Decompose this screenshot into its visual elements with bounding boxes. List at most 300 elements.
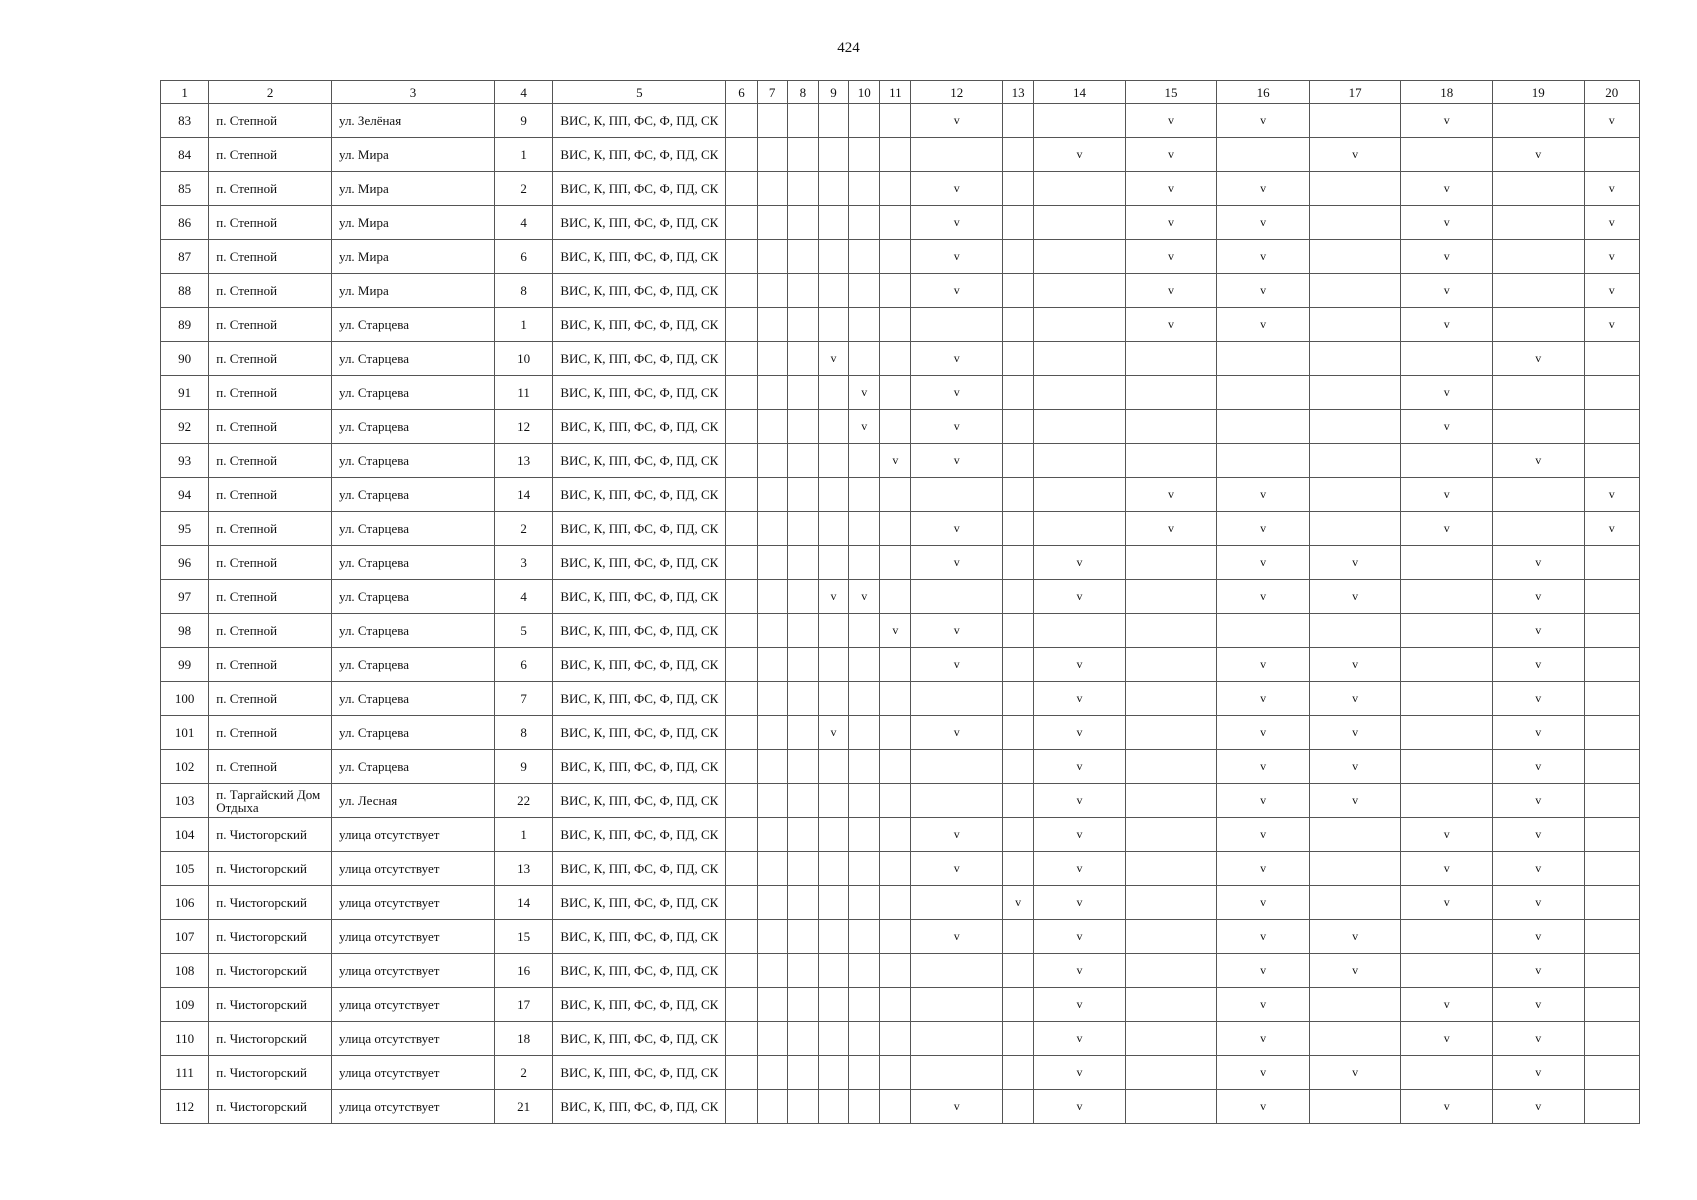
- house-number-cell: 8: [495, 716, 553, 750]
- empty-cell: [726, 1056, 757, 1090]
- table-row: [161, 308, 1640, 342]
- check-mark-cell: v: [1492, 886, 1584, 920]
- empty-cell: [1034, 410, 1126, 444]
- street-cell: ул. Зелёная: [332, 104, 495, 138]
- empty-cell: [849, 512, 880, 546]
- street-cell: ул. Мира: [332, 240, 495, 274]
- table-row: [161, 1056, 1640, 1090]
- object-types-cell: ВИС, К, ПП, ФС, Ф, ПД, СК: [553, 988, 726, 1022]
- empty-cell: [787, 376, 818, 410]
- check-mark-cell: v: [1492, 138, 1584, 172]
- object-types-cell: ВИС, К, ПП, ФС, Ф, ПД, СК: [553, 138, 726, 172]
- empty-cell: [787, 1090, 818, 1124]
- empty-cell: [1217, 138, 1310, 172]
- empty-cell: [1125, 444, 1217, 478]
- empty-cell: [787, 852, 818, 886]
- check-mark-cell: v: [1217, 818, 1310, 852]
- page-number: 424: [837, 40, 860, 56]
- empty-cell: [1309, 342, 1401, 376]
- empty-cell: [818, 750, 848, 784]
- table-row: [161, 546, 1640, 580]
- empty-cell: [757, 920, 787, 954]
- object-types-cell: ВИС, К, ПП, ФС, Ф, ПД, СК: [553, 546, 726, 580]
- empty-cell: [818, 138, 848, 172]
- empty-cell: [1492, 478, 1584, 512]
- check-mark-cell: v: [911, 172, 1003, 206]
- empty-cell: [1003, 750, 1034, 784]
- empty-cell: [1125, 852, 1217, 886]
- empty-cell: [787, 750, 818, 784]
- empty-cell: [1492, 240, 1584, 274]
- row-number-cell: 83: [161, 104, 209, 138]
- row-number-cell: 88: [161, 274, 209, 308]
- empty-cell: [787, 954, 818, 988]
- empty-cell: [787, 308, 818, 342]
- empty-cell: [818, 1090, 848, 1124]
- check-mark-cell: v: [1125, 172, 1217, 206]
- check-mark-cell: v: [1492, 546, 1584, 580]
- empty-cell: [1584, 1022, 1639, 1056]
- empty-cell: [1003, 614, 1034, 648]
- row-number-cell: 101: [161, 716, 209, 750]
- empty-cell: [880, 920, 911, 954]
- street-cell: ул. Старцева: [332, 716, 495, 750]
- empty-cell: [849, 954, 880, 988]
- empty-cell: [757, 410, 787, 444]
- check-mark-cell: v: [1401, 240, 1493, 274]
- settlement-cell: п. Степной: [209, 376, 332, 410]
- empty-cell: [726, 342, 757, 376]
- empty-cell: [1034, 342, 1126, 376]
- house-number-cell: 2: [495, 1056, 553, 1090]
- house-number-cell: 7: [495, 682, 553, 716]
- empty-cell: [1401, 546, 1493, 580]
- empty-cell: [787, 1056, 818, 1090]
- check-mark-cell: v: [880, 444, 911, 478]
- empty-cell: [818, 206, 848, 240]
- street-cell: улица отсутствует: [332, 954, 495, 988]
- empty-cell: [880, 1056, 911, 1090]
- settlement-cell: п. Степной: [209, 614, 332, 648]
- empty-cell: [1584, 818, 1639, 852]
- empty-cell: [1401, 1056, 1493, 1090]
- row-number-cell: 97: [161, 580, 209, 614]
- empty-cell: [1003, 716, 1034, 750]
- empty-cell: [1584, 886, 1639, 920]
- empty-cell: [1309, 1022, 1401, 1056]
- row-number-cell: 93: [161, 444, 209, 478]
- table-row: [161, 716, 1640, 750]
- empty-cell: [849, 206, 880, 240]
- house-number-cell: 18: [495, 1022, 553, 1056]
- row-number-cell: 84: [161, 138, 209, 172]
- check-mark-cell: v: [1401, 376, 1493, 410]
- empty-cell: [1003, 342, 1034, 376]
- object-types-cell: ВИС, К, ПП, ФС, Ф, ПД, СК: [553, 376, 726, 410]
- empty-cell: [818, 988, 848, 1022]
- empty-cell: [1125, 648, 1217, 682]
- empty-cell: [1125, 750, 1217, 784]
- check-mark-cell: v: [1217, 988, 1310, 1022]
- empty-cell: [1125, 376, 1217, 410]
- empty-cell: [726, 206, 757, 240]
- empty-cell: [726, 682, 757, 716]
- empty-cell: [1309, 614, 1401, 648]
- house-number-cell: 17: [495, 988, 553, 1022]
- check-mark-cell: v: [1584, 240, 1639, 274]
- empty-cell: [880, 784, 911, 818]
- empty-cell: [1309, 172, 1401, 206]
- settlement-cell: п. Степной: [209, 648, 332, 682]
- empty-cell: [818, 1056, 848, 1090]
- column-number: 13: [1003, 81, 1034, 104]
- check-mark-cell: v: [1492, 852, 1584, 886]
- check-mark-cell: v: [1217, 852, 1310, 886]
- house-number-cell: 21: [495, 1090, 553, 1124]
- check-mark-cell: v: [1309, 546, 1401, 580]
- empty-cell: [880, 1090, 911, 1124]
- empty-cell: [1003, 682, 1034, 716]
- check-mark-cell: v: [1034, 954, 1126, 988]
- empty-cell: [1003, 546, 1034, 580]
- settlement-cell: п. Чистогорский: [209, 886, 332, 920]
- check-mark-cell: v: [1034, 886, 1126, 920]
- column-number: 7: [757, 81, 787, 104]
- empty-cell: [1309, 478, 1401, 512]
- empty-cell: [787, 886, 818, 920]
- check-mark-cell: v: [1401, 104, 1493, 138]
- column-number: 15: [1125, 81, 1217, 104]
- row-number-cell: 94: [161, 478, 209, 512]
- column-number: 10: [849, 81, 880, 104]
- table-row: [161, 682, 1640, 716]
- empty-cell: [880, 172, 911, 206]
- empty-cell: [1401, 716, 1493, 750]
- empty-cell: [1492, 206, 1584, 240]
- check-mark-cell: v: [1034, 716, 1126, 750]
- house-number-cell: 1: [495, 138, 553, 172]
- empty-cell: [1003, 1022, 1034, 1056]
- empty-cell: [1584, 546, 1639, 580]
- check-mark-cell: v: [911, 240, 1003, 274]
- empty-cell: [849, 104, 880, 138]
- check-mark-cell: v: [1401, 206, 1493, 240]
- check-mark-cell: v: [1034, 138, 1126, 172]
- empty-cell: [849, 1090, 880, 1124]
- check-mark-cell: v: [911, 614, 1003, 648]
- house-number-cell: 1: [495, 308, 553, 342]
- street-cell: ул. Старцева: [332, 308, 495, 342]
- column-number: 5: [553, 81, 726, 104]
- settlement-cell: п. Степной: [209, 444, 332, 478]
- street-cell: ул. Старцева: [332, 682, 495, 716]
- object-types-cell: ВИС, К, ПП, ФС, Ф, ПД, СК: [553, 648, 726, 682]
- check-mark-cell: v: [1125, 138, 1217, 172]
- empty-cell: [726, 138, 757, 172]
- check-mark-cell: v: [1492, 1090, 1584, 1124]
- object-types-cell: ВИС, К, ПП, ФС, Ф, ПД, СК: [553, 818, 726, 852]
- table-row: [161, 852, 1640, 886]
- empty-cell: [818, 410, 848, 444]
- object-types-cell: ВИС, К, ПП, ФС, Ф, ПД, СК: [553, 512, 726, 546]
- empty-cell: [1003, 852, 1034, 886]
- table-row: [161, 648, 1640, 682]
- empty-cell: [726, 818, 757, 852]
- empty-cell: [1003, 1090, 1034, 1124]
- empty-cell: [1492, 274, 1584, 308]
- empty-cell: [1003, 104, 1034, 138]
- street-cell: ул. Мира: [332, 138, 495, 172]
- check-mark-cell: v: [1217, 1090, 1310, 1124]
- empty-cell: [880, 410, 911, 444]
- object-types-cell: ВИС, К, ПП, ФС, Ф, ПД, СК: [553, 104, 726, 138]
- empty-cell: [1309, 240, 1401, 274]
- empty-cell: [787, 1022, 818, 1056]
- empty-cell: [787, 648, 818, 682]
- house-number-cell: 4: [495, 206, 553, 240]
- empty-cell: [757, 988, 787, 1022]
- house-number-cell: 5: [495, 614, 553, 648]
- empty-cell: [1584, 138, 1639, 172]
- settlement-cell: п. Степной: [209, 104, 332, 138]
- settlement-cell: п. Степной: [209, 546, 332, 580]
- check-mark-cell: v: [1401, 410, 1493, 444]
- empty-cell: [1217, 614, 1310, 648]
- check-mark-cell: v: [1217, 104, 1310, 138]
- empty-cell: [757, 1090, 787, 1124]
- empty-cell: [1125, 342, 1217, 376]
- empty-cell: [880, 954, 911, 988]
- settlement-cell: п. Чистогорский: [209, 852, 332, 886]
- empty-cell: [818, 648, 848, 682]
- empty-cell: [1003, 444, 1034, 478]
- table-row: [161, 1090, 1640, 1124]
- check-mark-cell: v: [1217, 648, 1310, 682]
- row-number-cell: 96: [161, 546, 209, 580]
- empty-cell: [818, 954, 848, 988]
- empty-cell: [1003, 308, 1034, 342]
- check-mark-cell: v: [1034, 988, 1126, 1022]
- empty-cell: [911, 478, 1003, 512]
- empty-cell: [1492, 512, 1584, 546]
- empty-cell: [849, 920, 880, 954]
- empty-cell: [787, 342, 818, 376]
- empty-cell: [1217, 376, 1310, 410]
- check-mark-cell: v: [1217, 274, 1310, 308]
- street-cell: ул. Старцева: [332, 478, 495, 512]
- object-types-cell: ВИС, К, ПП, ФС, Ф, ПД, СК: [553, 478, 726, 512]
- check-mark-cell: v: [818, 580, 848, 614]
- check-mark-cell: v: [1034, 818, 1126, 852]
- empty-cell: [757, 716, 787, 750]
- empty-cell: [818, 784, 848, 818]
- empty-cell: [726, 376, 757, 410]
- check-mark-cell: v: [1492, 444, 1584, 478]
- empty-cell: [1492, 104, 1584, 138]
- empty-cell: [911, 138, 1003, 172]
- check-mark-cell: v: [1034, 750, 1126, 784]
- check-mark-cell: v: [1492, 716, 1584, 750]
- row-number-cell: 112: [161, 1090, 209, 1124]
- empty-cell: [757, 1056, 787, 1090]
- object-types-cell: ВИС, К, ПП, ФС, Ф, ПД, СК: [553, 716, 726, 750]
- empty-cell: [818, 682, 848, 716]
- empty-cell: [787, 682, 818, 716]
- empty-cell: [880, 376, 911, 410]
- house-number-cell: 14: [495, 886, 553, 920]
- empty-cell: [849, 546, 880, 580]
- empty-cell: [757, 546, 787, 580]
- empty-cell: [1584, 682, 1639, 716]
- empty-cell: [726, 920, 757, 954]
- object-types-cell: ВИС, К, ПП, ФС, Ф, ПД, СК: [553, 1022, 726, 1056]
- empty-cell: [880, 750, 911, 784]
- empty-cell: [1003, 954, 1034, 988]
- table-row: [161, 1022, 1640, 1056]
- empty-cell: [1309, 818, 1401, 852]
- empty-cell: [1125, 988, 1217, 1022]
- empty-cell: [818, 852, 848, 886]
- street-cell: улица отсутствует: [332, 1056, 495, 1090]
- house-number-cell: 12: [495, 410, 553, 444]
- column-number-row: [161, 81, 1640, 104]
- empty-cell: [818, 920, 848, 954]
- column-number: 8: [787, 81, 818, 104]
- empty-cell: [1125, 614, 1217, 648]
- empty-cell: [1584, 614, 1639, 648]
- row-number-cell: 90: [161, 342, 209, 376]
- empty-cell: [726, 274, 757, 308]
- empty-cell: [787, 274, 818, 308]
- empty-cell: [726, 614, 757, 648]
- empty-cell: [1034, 376, 1126, 410]
- check-mark-cell: v: [911, 410, 1003, 444]
- object-types-cell: ВИС, К, ПП, ФС, Ф, ПД, СК: [553, 342, 726, 376]
- empty-cell: [1584, 954, 1639, 988]
- empty-cell: [1309, 444, 1401, 478]
- empty-cell: [1003, 818, 1034, 852]
- empty-cell: [818, 1022, 848, 1056]
- empty-cell: [1401, 648, 1493, 682]
- street-cell: ул. Мира: [332, 172, 495, 206]
- empty-cell: [849, 308, 880, 342]
- table-row: [161, 512, 1640, 546]
- street-cell: ул. Старцева: [332, 410, 495, 444]
- street-cell: улица отсутствует: [332, 852, 495, 886]
- empty-cell: [1492, 376, 1584, 410]
- settlement-cell: п. Чистогорский: [209, 1022, 332, 1056]
- check-mark-cell: v: [1034, 852, 1126, 886]
- house-number-cell: 8: [495, 274, 553, 308]
- check-mark-cell: v: [1217, 206, 1310, 240]
- check-mark-cell: v: [1034, 784, 1126, 818]
- empty-cell: [1584, 852, 1639, 886]
- empty-cell: [880, 478, 911, 512]
- house-number-cell: 3: [495, 546, 553, 580]
- empty-cell: [1003, 784, 1034, 818]
- check-mark-cell: v: [1217, 750, 1310, 784]
- empty-cell: [1003, 410, 1034, 444]
- row-number-cell: 107: [161, 920, 209, 954]
- empty-cell: [1003, 138, 1034, 172]
- check-mark-cell: v: [911, 444, 1003, 478]
- row-number-cell: 105: [161, 852, 209, 886]
- empty-cell: [880, 138, 911, 172]
- empty-cell: [1034, 172, 1126, 206]
- empty-cell: [1034, 274, 1126, 308]
- column-number: 1: [161, 81, 209, 104]
- check-mark-cell: v: [1125, 206, 1217, 240]
- object-types-cell: ВИС, К, ПП, ФС, Ф, ПД, СК: [553, 750, 726, 784]
- empty-cell: [787, 614, 818, 648]
- house-number-cell: 2: [495, 172, 553, 206]
- empty-cell: [880, 852, 911, 886]
- settlement-cell: п. Степной: [209, 240, 332, 274]
- empty-cell: [757, 886, 787, 920]
- empty-cell: [787, 444, 818, 478]
- empty-cell: [757, 240, 787, 274]
- check-mark-cell: v: [1401, 852, 1493, 886]
- empty-cell: [726, 104, 757, 138]
- empty-cell: [849, 784, 880, 818]
- empty-cell: [911, 750, 1003, 784]
- empty-cell: [849, 614, 880, 648]
- check-mark-cell: v: [849, 580, 880, 614]
- empty-cell: [1309, 852, 1401, 886]
- empty-cell: [1125, 886, 1217, 920]
- empty-cell: [1003, 512, 1034, 546]
- empty-cell: [1401, 954, 1493, 988]
- check-mark-cell: v: [1309, 784, 1401, 818]
- empty-cell: [818, 478, 848, 512]
- house-number-cell: 4: [495, 580, 553, 614]
- empty-cell: [849, 240, 880, 274]
- empty-cell: [1003, 478, 1034, 512]
- check-mark-cell: v: [818, 716, 848, 750]
- check-mark-cell: v: [911, 648, 1003, 682]
- house-number-cell: 11: [495, 376, 553, 410]
- row-number-cell: 92: [161, 410, 209, 444]
- column-number: 3: [332, 81, 495, 104]
- empty-cell: [849, 444, 880, 478]
- empty-cell: [849, 818, 880, 852]
- check-mark-cell: v: [1309, 920, 1401, 954]
- empty-cell: [757, 818, 787, 852]
- empty-cell: [1125, 1022, 1217, 1056]
- empty-cell: [1401, 750, 1493, 784]
- empty-cell: [1125, 682, 1217, 716]
- table-row: [161, 138, 1640, 172]
- check-mark-cell: v: [1492, 342, 1584, 376]
- empty-cell: [849, 750, 880, 784]
- empty-cell: [1125, 1090, 1217, 1124]
- empty-cell: [849, 682, 880, 716]
- check-mark-cell: v: [1401, 274, 1493, 308]
- empty-cell: [849, 716, 880, 750]
- empty-cell: [726, 240, 757, 274]
- empty-cell: [849, 886, 880, 920]
- empty-cell: [1125, 784, 1217, 818]
- empty-cell: [1125, 410, 1217, 444]
- check-mark-cell: v: [1401, 308, 1493, 342]
- check-mark-cell: v: [1217, 240, 1310, 274]
- empty-cell: [880, 818, 911, 852]
- empty-cell: [911, 784, 1003, 818]
- object-types-cell: ВИС, К, ПП, ФС, Ф, ПД, СК: [553, 410, 726, 444]
- object-types-cell: ВИС, К, ПП, ФС, Ф, ПД, СК: [553, 206, 726, 240]
- empty-cell: [1584, 1056, 1639, 1090]
- empty-cell: [1309, 274, 1401, 308]
